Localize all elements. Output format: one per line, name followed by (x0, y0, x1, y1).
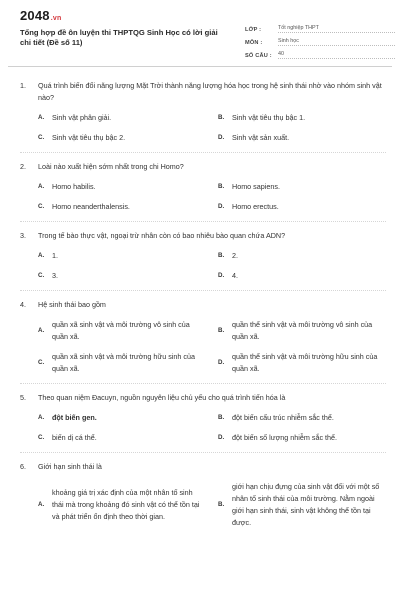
option-letter: C. (38, 434, 45, 441)
answer-option-c[interactable] (38, 270, 206, 282)
question-6 (20, 461, 386, 537)
option-letter: A. (38, 327, 45, 334)
question-text: Loài nào xuất hiện sớm nhất trong chi Homo? (38, 162, 184, 171)
answer-option-a[interactable] (38, 319, 206, 343)
option-letter: C. (38, 272, 45, 279)
exam-title: Tổng hợp đề ôn luyện thi THPTQG Sinh Học có lời giải chi tiết (Đề số 11) (20, 28, 218, 47)
header-divider (8, 66, 392, 67)
option-text: đột biến cấu trúc nhiễm sắc thể. (232, 413, 334, 422)
answer-option-a[interactable] (38, 481, 206, 529)
option-letter: C. (38, 134, 45, 141)
question-number: 1. (20, 81, 26, 90)
option-text: giới hạn chịu đựng của sinh vật đối với một số nhân tố sinh thái của môi trường. Nằm ngoài giới hạn sinh thái, sinh vật không thể tồn tại được. (232, 482, 380, 527)
question-head (20, 461, 386, 473)
option-text: 1. (52, 251, 58, 260)
option-letter: B. (218, 327, 225, 334)
option-text: Homo sapiens. (232, 182, 280, 191)
answer-option-d[interactable] (218, 270, 386, 282)
answer-options (20, 250, 386, 282)
option-letter: D. (218, 134, 225, 141)
option-letter: B. (218, 114, 225, 121)
answer-option-d[interactable] (218, 132, 386, 144)
answer-option-a[interactable] (38, 250, 206, 262)
question-number: 5. (20, 393, 26, 402)
question-list (20, 80, 386, 545)
question-5 (20, 392, 386, 453)
option-text: khoảng giá trị xác định của một nhân tố sinh thái mà trong khoảng đó sinh vật có thể tồn tại và phát triển ổn định theo thời gian. (52, 488, 200, 521)
option-letter: A. (38, 252, 45, 259)
option-letter: B. (218, 501, 225, 508)
option-text: quần thể sinh vật và môi trường vô sinh của quần xã. (232, 320, 373, 341)
answer-option-b[interactable] (218, 181, 386, 193)
option-text: quần xã sinh vật và môi trường hữu sinh của quần xã. (52, 352, 195, 373)
brand-name: 2048 (20, 8, 50, 23)
question-text: Hệ sinh thái bao gồm (38, 300, 106, 309)
question-head (20, 80, 386, 104)
answer-option-d[interactable] (218, 351, 386, 375)
option-letter: A. (38, 183, 45, 190)
question-head (20, 230, 386, 242)
option-letter: C. (38, 203, 45, 210)
answer-option-d[interactable] (218, 201, 386, 213)
option-text: đột biến gen. (52, 413, 97, 422)
option-text: Sinh vật phân giải. (52, 113, 112, 122)
meta-label: MÔN : (245, 40, 263, 46)
question-head (20, 161, 386, 173)
question-number: 4. (20, 300, 26, 309)
question-number: 6. (20, 462, 26, 471)
option-text: quần thể sinh vật và môi trường hữu sinh của quần xã. (232, 352, 378, 373)
option-letter: D. (218, 272, 225, 279)
answer-options (20, 181, 386, 213)
answer-option-a[interactable] (38, 181, 206, 193)
exam-meta (245, 20, 395, 59)
answer-options (20, 481, 386, 529)
answer-option-b[interactable] (218, 112, 386, 124)
answer-option-a[interactable] (38, 112, 206, 124)
question-head (20, 392, 386, 404)
answer-option-b[interactable] (218, 481, 386, 529)
page-header (20, 8, 386, 66)
option-letter: C. (38, 359, 45, 366)
question-text: Quá trình biến đổi năng lượng Mặt Trời thành năng lượng hóa học trong hệ sinh thái nhờ vào nhóm sinh vật nào? (38, 81, 382, 102)
answer-options (20, 319, 386, 375)
answer-option-b[interactable] (218, 250, 386, 262)
option-text: Sinh vật tiêu thụ bậc 1. (232, 113, 306, 122)
option-letter: D. (218, 359, 225, 366)
question-head (20, 299, 386, 311)
option-letter: B. (218, 414, 225, 421)
option-letter: A. (38, 114, 45, 121)
option-letter: D. (218, 434, 225, 441)
question-text: Giới hạn sinh thái là (38, 462, 102, 471)
option-text: Sinh vật tiêu thụ bậc 2. (52, 133, 126, 142)
option-text: quần xã sinh vật và môi trường vô sinh của quần xã. (52, 320, 190, 341)
answer-option-a[interactable] (38, 412, 206, 424)
meta-value: 40 (278, 51, 395, 59)
meta-value: Tốt nghiệp THPT (278, 25, 395, 33)
question-text: Theo quan niệm Đacuyn, nguồn nguyên liệu chủ yếu cho quá trình tiến hóa là (38, 393, 286, 402)
question-1 (20, 80, 386, 153)
option-letter: A. (38, 501, 45, 508)
question-2 (20, 161, 386, 222)
question-number: 2. (20, 162, 26, 171)
option-letter: B. (218, 252, 225, 259)
option-text: biến dị cá thể. (52, 433, 97, 442)
answer-option-c[interactable] (38, 351, 206, 375)
option-letter: A. (38, 414, 45, 421)
answer-option-c[interactable] (38, 432, 206, 444)
meta-value: Sinh học (278, 38, 395, 46)
option-letter: D. (218, 203, 225, 210)
question-text: Trong tế bào thực vật, ngoại trừ nhân còn có bao nhiêu bào quan chứa ADN? (38, 231, 286, 240)
answer-options (20, 412, 386, 444)
answer-options (20, 112, 386, 144)
option-text: đột biến số lượng nhiễm sắc thể. (232, 433, 338, 442)
meta-row-question-count (245, 46, 395, 59)
question-3 (20, 230, 386, 291)
option-text: Homo erectus. (232, 202, 279, 211)
option-text: Homo neanderthalensis. (52, 202, 130, 211)
option-text: Homo habilis. (52, 182, 96, 191)
answer-option-c[interactable] (38, 132, 206, 144)
question-number: 3. (20, 231, 26, 240)
answer-option-b[interactable] (218, 412, 386, 424)
question-4 (20, 299, 386, 384)
answer-option-b[interactable] (218, 319, 386, 343)
option-text: 2. (232, 251, 238, 260)
option-text: 4. (232, 271, 238, 280)
brand-suffix: .vn (50, 15, 62, 22)
meta-row-subject (245, 33, 395, 46)
option-text: Sinh vật sản xuất. (232, 133, 290, 142)
answer-option-c[interactable] (38, 201, 206, 213)
meta-label: SỐ CÂU : (245, 53, 272, 59)
answer-option-d[interactable] (218, 432, 386, 444)
meta-label: LỚP : (245, 27, 262, 33)
option-text: 3. (52, 271, 58, 280)
option-letter: B. (218, 183, 225, 190)
meta-row-class (245, 20, 395, 33)
